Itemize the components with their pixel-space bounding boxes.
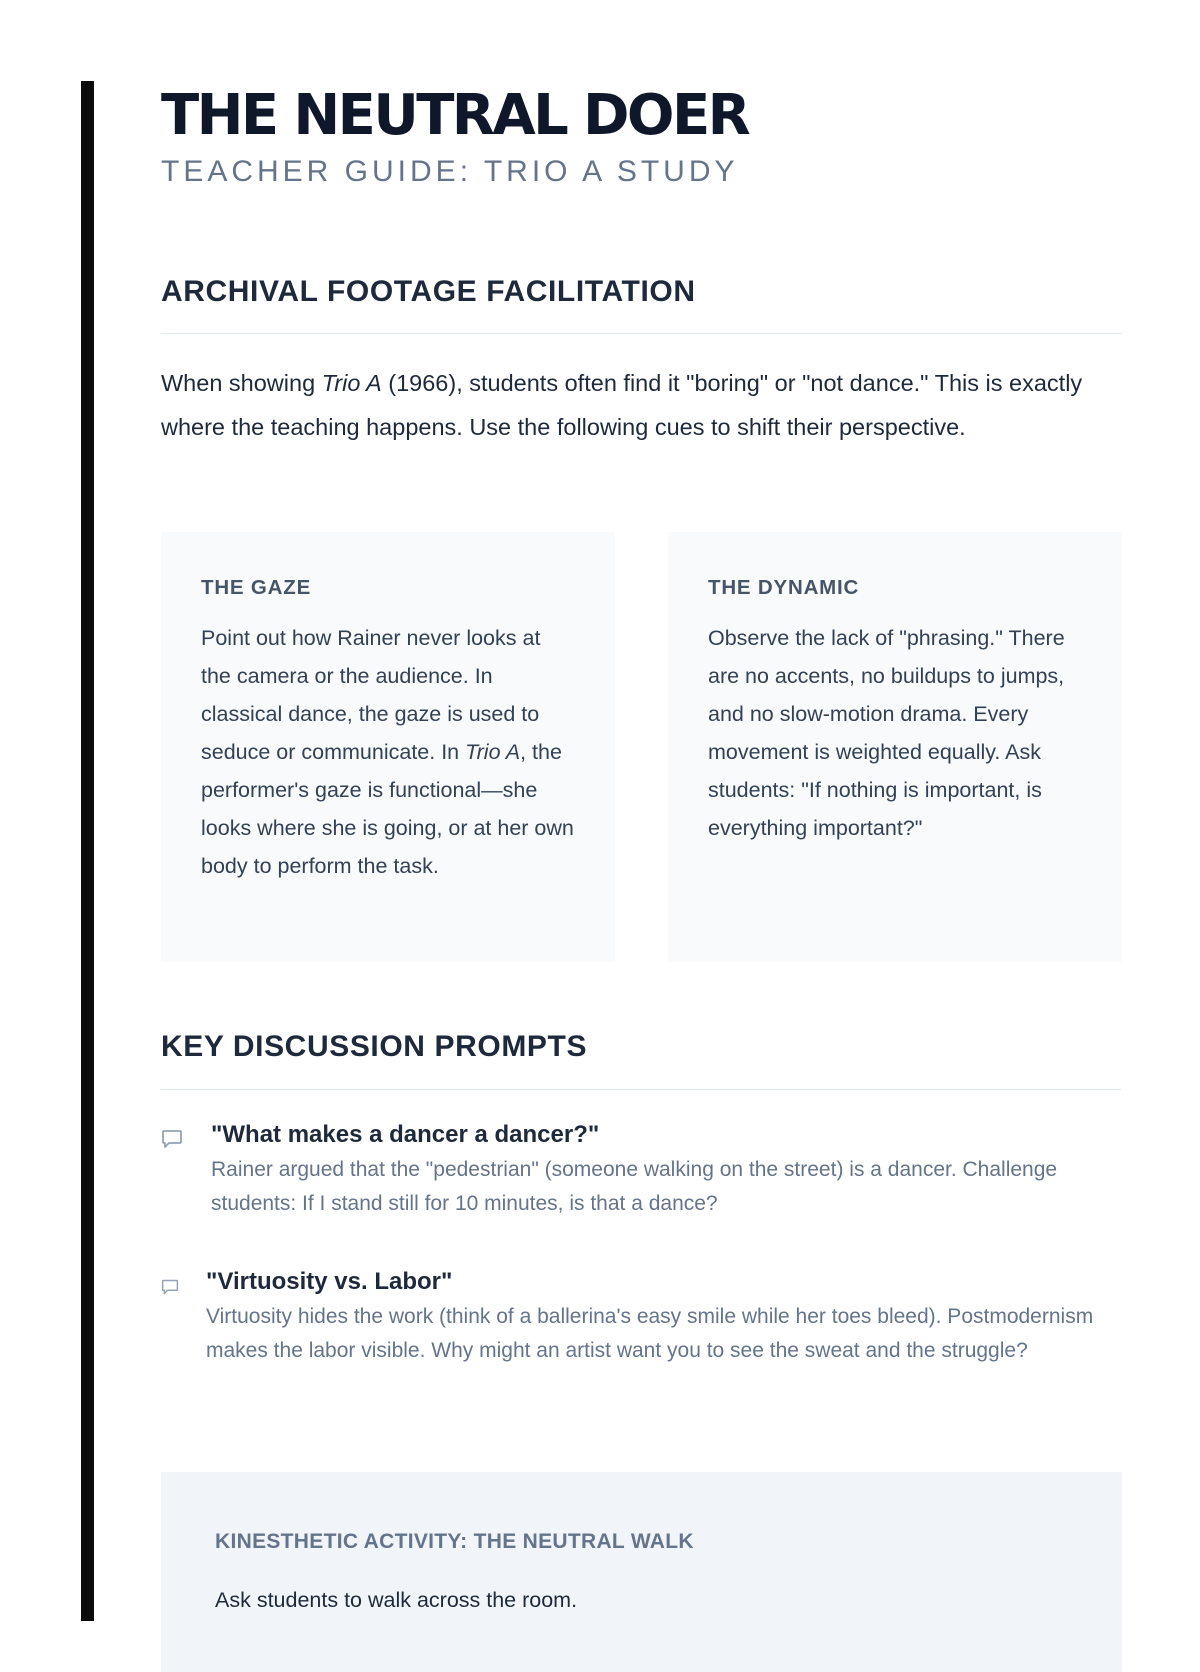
intro-text-start: When showing — [161, 370, 322, 396]
archival-intro-paragraph — [161, 362, 1122, 449]
left-accent-rule — [81, 81, 94, 1621]
document-header — [161, 82, 1122, 190]
card-body — [201, 619, 575, 885]
kinesthetic-activity-box — [161, 1472, 1122, 1672]
card-body-text-start: Point out how Rainer never looks at the camera or the audience. In classical dance, the gaze is used to seduce or communicate. In — [201, 626, 541, 764]
facilitation-cards — [161, 532, 1122, 962]
discussion-prompt — [161, 1266, 1122, 1368]
archival-section-heading: ARCHIVAL FOOTAGE FACILITATION — [161, 275, 696, 308]
intro-work-title: Trio A — [321, 370, 382, 396]
section-divider — [161, 333, 1122, 334]
prompt-body: Virtuosity hides the work (think of a ballerina's easy smile while her toes bleed). Postmodernism makes the labor visible. Why might an artist want you to see the sweat and the struggle? — [206, 1305, 1094, 1362]
card-title: THE DYNAMIC — [708, 576, 860, 599]
prompt-title: "Virtuosity vs. Labor" — [206, 1268, 453, 1295]
speech-bubble-icon — [161, 1128, 183, 1150]
activity-body: Ask students to walk across the room. — [215, 1588, 578, 1612]
section-divider — [161, 1089, 1122, 1090]
discussion-prompt — [161, 1119, 1122, 1221]
card-work-title: Trio A — [465, 740, 521, 764]
card-the-dynamic — [668, 532, 1122, 962]
document-title: THE NEUTRAL DOER — [161, 83, 749, 148]
teacher-guide-page — [161, 82, 1122, 1612]
card-title: THE GAZE — [201, 576, 312, 599]
card-body-text-end: , the performer's gaze is functional—she looks where she is going, or at her own body to perform the task. — [201, 740, 574, 878]
prompts-section-heading: KEY DISCUSSION PROMPTS — [161, 1030, 588, 1063]
intro-text-end: (1966), students often find it "boring" or "not dance." This is exactly where the teaching happens. Use the following cues to shift their perspective. — [161, 370, 1083, 440]
activity-title: KINESTHETIC ACTIVITY: THE NEUTRAL WALK — [215, 1530, 694, 1553]
speech-bubble-icon — [161, 1278, 179, 1296]
document-subtitle: TEACHER GUIDE: TRIO A STUDY — [161, 155, 739, 188]
prompt-body: Rainer argued that the "pedestrian" (someone walking on the street) is a dancer. Challenge students: If I stand still for 10 minutes, is that a dance? — [211, 1158, 1058, 1215]
prompt-title: "What makes a dancer a dancer?" — [211, 1121, 600, 1148]
card-body: Observe the lack of "phrasing." There are no accents, no buildups to jumps, and no slow-motion drama. Every movement is weighted equally. Ask students: "If nothing is important, is everything important?" — [708, 626, 1065, 840]
card-the-gaze — [161, 532, 615, 962]
